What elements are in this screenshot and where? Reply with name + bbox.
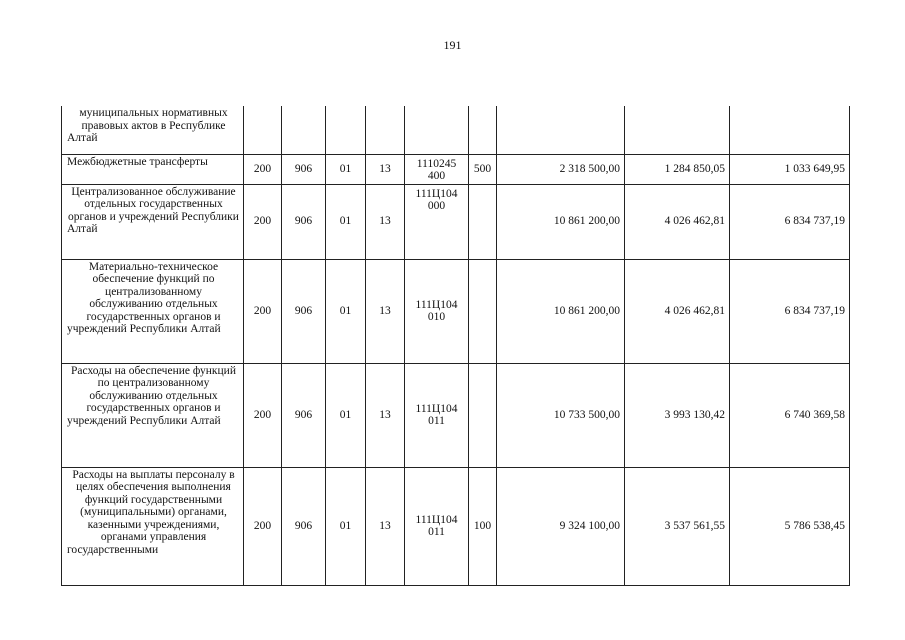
cell-value-3: 6 834 737,19	[730, 184, 850, 259]
cell-gp	[244, 106, 282, 154]
cell-pr: 13	[366, 154, 405, 184]
cell-value-1: 10 733 500,00	[497, 363, 625, 467]
cell-pr: 13	[366, 184, 405, 259]
row-name: Материально-техническое обеспечение функций по централизованному обслуживанию отдельных государственных органов и учреждений Республики Алтай	[62, 259, 244, 363]
cell-pr: 13	[366, 467, 405, 585]
budget-table	[61, 106, 850, 586]
row-name: Централизованное обслуживание отдельных государственных органов и учреждений Республики Алтай	[62, 184, 244, 259]
cell-adm: 906	[282, 363, 326, 467]
cell-value-3: 6 740 369,58	[730, 363, 850, 467]
cell-adm	[282, 106, 326, 154]
table-row	[62, 259, 850, 363]
cell-csr: 111Ц104 011	[405, 467, 469, 585]
table-row	[62, 363, 850, 467]
cell-vr: 500	[469, 154, 497, 184]
row-name: Расходы на обеспечение функций по централизованному обслуживанию отдельных государственных органов и учреждений Республики Алтай	[62, 363, 244, 467]
cell-csr: 111Ц104 010	[405, 259, 469, 363]
cell-pr: 13	[366, 259, 405, 363]
cell-pr	[366, 106, 405, 154]
table-row	[62, 106, 850, 154]
cell-gp: 200	[244, 154, 282, 184]
cell-vr	[469, 259, 497, 363]
cell-csr: 111Ц104 011	[405, 363, 469, 467]
cell-adm: 906	[282, 467, 326, 585]
cell-vr: 100	[469, 467, 497, 585]
table-row	[62, 467, 850, 585]
cell-gp: 200	[244, 467, 282, 585]
cell-value-2: 1 284 850,05	[625, 154, 730, 184]
cell-value-2: 4 026 462,81	[625, 259, 730, 363]
row-name: муниципальных нормативных правовых актов в Республике Алтай	[62, 106, 244, 154]
cell-value-1	[497, 106, 625, 154]
cell-csr	[405, 106, 469, 154]
table-row	[62, 184, 850, 259]
cell-rz: 01	[326, 363, 366, 467]
cell-csr: 111Ц104 000	[405, 184, 469, 259]
cell-value-1: 10 861 200,00	[497, 184, 625, 259]
cell-value-1: 2 318 500,00	[497, 154, 625, 184]
cell-adm: 906	[282, 184, 326, 259]
cell-gp: 200	[244, 363, 282, 467]
table-row	[62, 154, 850, 184]
page-number: 191	[443, 38, 462, 52]
cell-value-2	[625, 106, 730, 154]
cell-value-1: 9 324 100,00	[497, 467, 625, 585]
cell-value-2: 4 026 462,81	[625, 184, 730, 259]
row-name: Межбюджетные трансферты	[62, 154, 244, 184]
cell-value-2: 3 993 130,42	[625, 363, 730, 467]
cell-rz: 01	[326, 467, 366, 585]
cell-value-1: 10 861 200,00	[497, 259, 625, 363]
cell-rz: 01	[326, 184, 366, 259]
cell-rz: 01	[326, 154, 366, 184]
cell-value-3: 6 834 737,19	[730, 259, 850, 363]
cell-adm: 906	[282, 259, 326, 363]
cell-pr: 13	[366, 363, 405, 467]
cell-vr	[469, 363, 497, 467]
cell-adm: 906	[282, 154, 326, 184]
cell-gp: 200	[244, 259, 282, 363]
cell-value-3: 1 033 649,95	[730, 154, 850, 184]
cell-vr	[469, 184, 497, 259]
cell-rz	[326, 106, 366, 154]
cell-value-3	[730, 106, 850, 154]
cell-csr: 1110245 400	[405, 154, 469, 184]
cell-gp: 200	[244, 184, 282, 259]
cell-value-2: 3 537 561,55	[625, 467, 730, 585]
cell-rz: 01	[326, 259, 366, 363]
cell-vr	[469, 106, 497, 154]
row-name: Расходы на выплаты персоналу в целях обеспечения выполнения функций государственными (муниципальными) органами, казенными учреждениями, органами управления государственными	[62, 467, 244, 585]
cell-value-3: 5 786 538,45	[730, 467, 850, 585]
